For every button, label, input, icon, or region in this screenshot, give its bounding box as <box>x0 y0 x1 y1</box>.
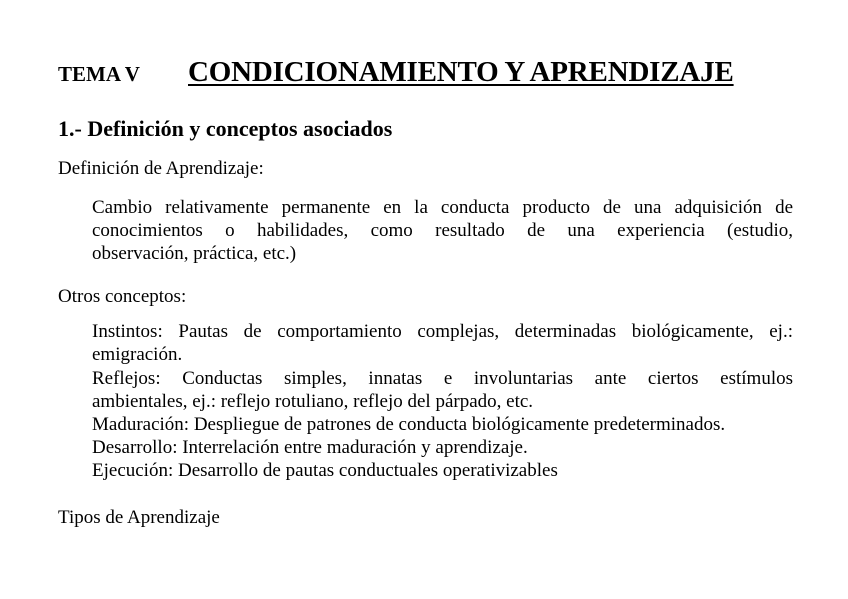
definicion-line: Cambio relativamente permanente en la conducta producto de una adquisición de <box>92 197 793 218</box>
definicion-line: conocimientos o habilidades, como resultado de una experiencia (estudio, <box>92 220 793 241</box>
otros-label: Otros conceptos: <box>58 286 187 307</box>
section-heading: 1.- Definición y conceptos asociados <box>58 116 393 141</box>
tema-label: TEMA V <box>58 62 140 86</box>
concept-line: emigración. <box>92 344 183 365</box>
concept-line: Ejecución: Desarrollo de pautas conductuales operativizables <box>92 460 558 481</box>
concept-line: Instintos: Pautas de comportamiento complejas, determinadas biológicamente, ej.: <box>92 321 793 342</box>
tipos-label: Tipos de Aprendizaje <box>58 507 220 528</box>
page-title: CONDICIONAMIENTO Y APRENDIZAJE <box>188 56 734 88</box>
concept-line: Reflejos: Conductas simples, innatas e involuntarias ante ciertos estímulos <box>92 368 793 389</box>
definicion-label: Definición de Aprendizaje: <box>58 158 264 179</box>
concept-line: Maduración: Despliegue de patrones de conducta biológicamente predeterminados. <box>92 414 726 435</box>
concept-line: Desarrollo: Interrelación entre maduración y aprendizaje. <box>92 437 528 458</box>
definicion-line: observación, práctica, etc.) <box>92 243 297 264</box>
concept-line: ambientales, ej.: reflejo rotuliano, reflejo del párpado, etc. <box>92 391 534 412</box>
